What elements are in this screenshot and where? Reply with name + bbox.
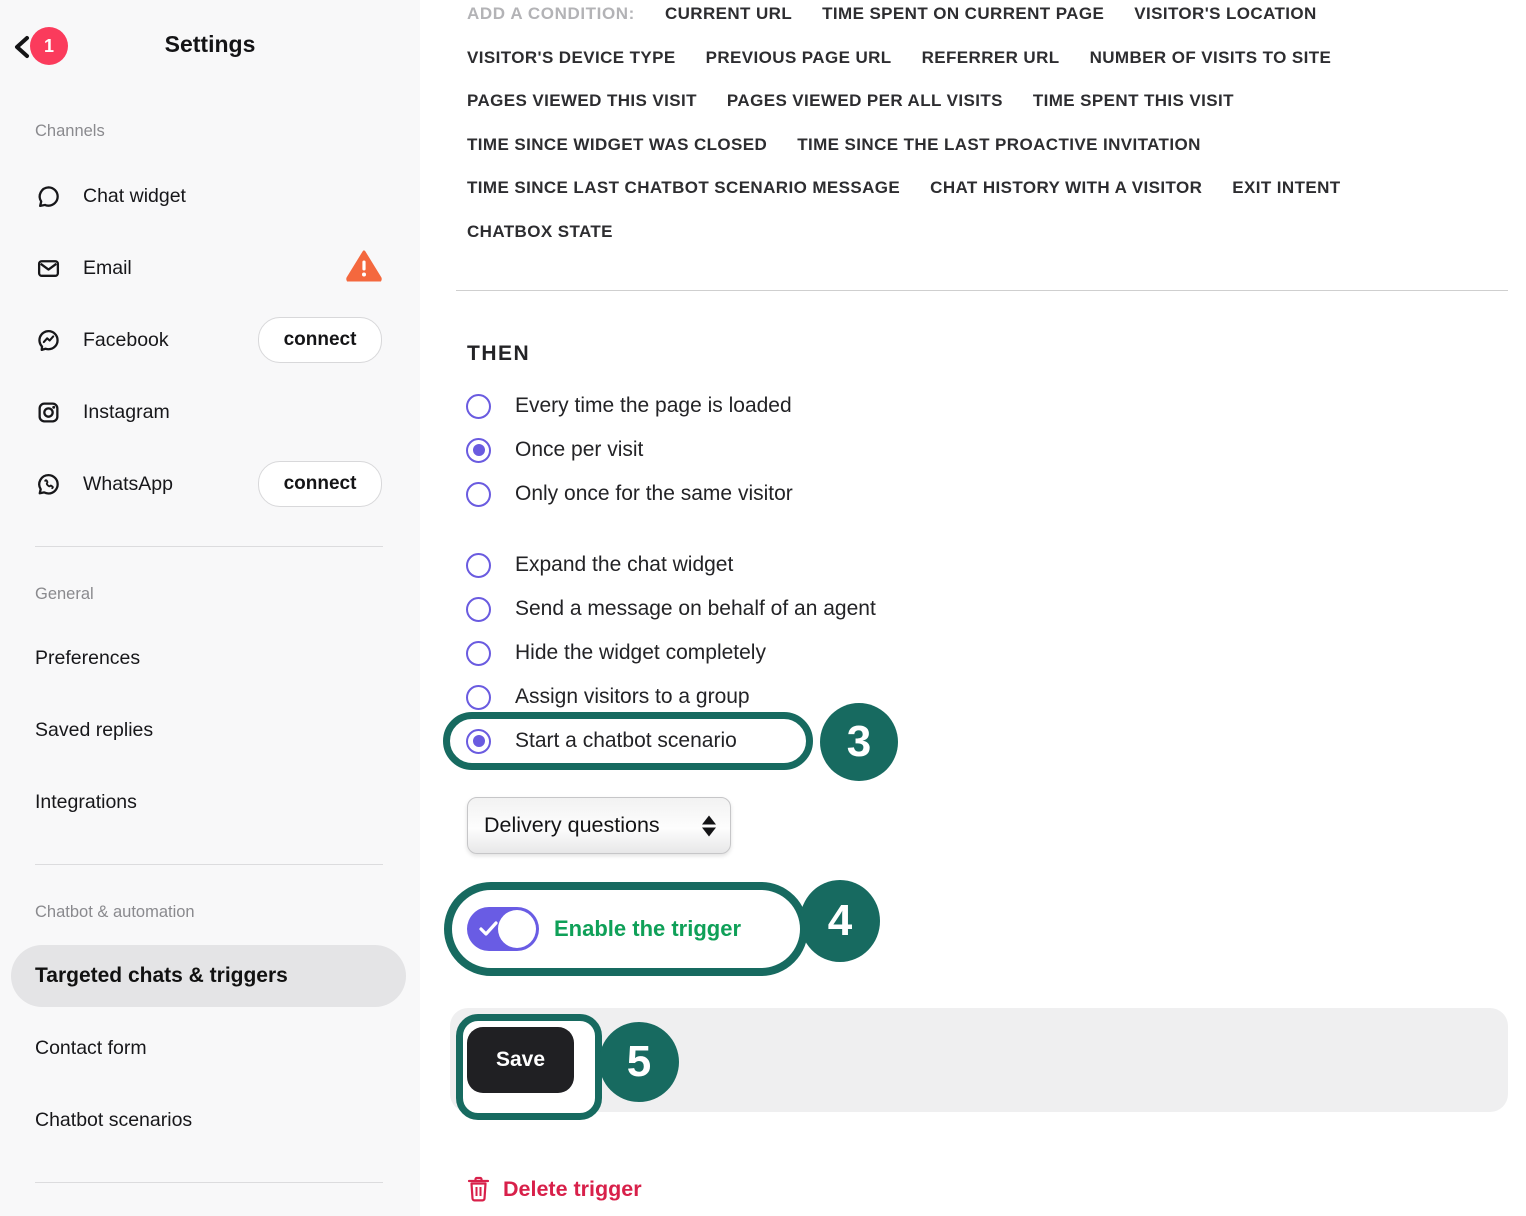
email-warning-icon: [346, 250, 382, 287]
messenger-icon: [35, 327, 61, 353]
sidebar-item-contact-form[interactable]: Contact form: [35, 1036, 147, 1059]
sidebar-item-integrations[interactable]: Integrations: [35, 790, 137, 813]
sidebar-item-email[interactable]: [0, 244, 420, 292]
radio-label: Expand the chat widget: [515, 553, 734, 576]
radio-every-time-page-loaded[interactable]: [455, 384, 793, 428]
enable-trigger-label: Enable the trigger: [554, 916, 742, 941]
sidebar-item-instagram[interactable]: [0, 388, 420, 436]
add-condition-label: ADD A CONDITION:: [467, 4, 635, 23]
condition-chip-current-url[interactable]: CURRENT URL: [664, 4, 793, 23]
save-button[interactable]: Save: [467, 1027, 574, 1093]
radio-expand-chat-widget[interactable]: [455, 543, 876, 587]
chat-bubble-icon: [35, 183, 61, 209]
condition-chip-exit-intent[interactable]: EXIT INTENT: [1232, 178, 1341, 197]
radio-icon-selected[interactable]: [466, 438, 491, 463]
trigger-settings-panel: [420, 0, 1526, 1216]
annotation-step5-number: 5: [599, 1022, 679, 1102]
condition-chip-number-of-visits[interactable]: NUMBER OF VISITS TO SITE: [1089, 47, 1332, 67]
radio-label: Start a chatbot scenario: [515, 729, 737, 752]
sidebar-item-facebook[interactable]: [0, 316, 420, 364]
condition-chip-time-since-proactive-invitation[interactable]: TIME SINCE THE LAST PROACTIVE INVITATION: [797, 134, 1201, 154]
condition-chip-visitors-device-type[interactable]: VISITOR'S DEVICE TYPE: [467, 47, 676, 67]
section-label-general: General: [35, 585, 94, 603]
radio-icon[interactable]: [466, 597, 491, 622]
radio-label: Assign visitors to a group: [515, 685, 750, 708]
toggle-knob[interactable]: [498, 910, 536, 948]
sidebar: [0, 0, 420, 1216]
whatsapp-icon: [35, 471, 61, 497]
page-title: Settings: [164, 31, 256, 57]
condition-chip-time-since-widget-closed[interactable]: TIME SINCE WIDGET WAS CLOSED: [467, 134, 768, 154]
condition-chip-referrer-url[interactable]: REFERRER URL: [921, 47, 1060, 67]
radio-icon[interactable]: [466, 394, 491, 419]
radio-once-per-visit[interactable]: [455, 428, 793, 472]
whatsapp-connect-button[interactable]: connect: [258, 461, 382, 507]
frequency-radio-group: [455, 384, 793, 516]
condition-chip-chat-history[interactable]: CHAT HISTORY WITH A VISITOR: [930, 178, 1203, 197]
radio-send-message-behalf-agent[interactable]: [455, 587, 876, 631]
instagram-icon: [35, 399, 61, 425]
sidebar-item-whatsapp[interactable]: [0, 460, 420, 508]
sidebar-divider: [35, 864, 383, 865]
annotation-circle-step4: [444, 882, 808, 976]
radio-only-once-same-visitor[interactable]: [455, 472, 793, 516]
condition-chip-chatbox-state[interactable]: CHATBOX STATE: [467, 221, 613, 241]
sidebar-divider: [35, 1182, 383, 1183]
radio-icon[interactable]: [466, 553, 491, 578]
scenario-select-value: Delivery questions: [484, 813, 660, 837]
condition-chip-time-spent-this-visit[interactable]: TIME SPENT THIS VISIT: [1032, 91, 1234, 110]
radio-icon[interactable]: [466, 685, 491, 710]
sidebar-item-chatbot-scenarios[interactable]: Chatbot scenarios: [35, 1108, 193, 1131]
action-radio-group: [455, 543, 876, 763]
sidebar-item-label: Targeted chats & triggers: [35, 964, 288, 987]
section-divider: [456, 290, 1508, 291]
then-heading: THEN: [467, 342, 531, 365]
add-condition-bar: [467, 0, 1447, 253]
section-label-channels: Channels: [35, 122, 105, 140]
condition-chip-visitors-location[interactable]: VISITOR'S LOCATION: [1134, 4, 1317, 23]
sidebar-item-label: Email: [83, 256, 132, 279]
radio-icon-selected[interactable]: [466, 729, 491, 754]
sidebar-item-preferences[interactable]: Preferences: [35, 646, 141, 669]
radio-label: Send a message on behalf of an agent: [515, 597, 876, 620]
radio-hide-widget-completely[interactable]: [455, 631, 876, 675]
annotation-step3-number: 3: [820, 703, 898, 781]
sidebar-item-targeted-chats-triggers[interactable]: [11, 945, 406, 1007]
delete-trigger-label: Delete trigger: [503, 1176, 642, 1201]
trash-icon: [467, 1176, 490, 1202]
radio-assign-visitors-group[interactable]: [455, 675, 876, 719]
delete-trigger-button[interactable]: [467, 1176, 642, 1202]
condition-chip-previous-page-url[interactable]: PREVIOUS PAGE URL: [705, 47, 892, 67]
sidebar-item-label: Facebook: [83, 328, 169, 351]
radio-label: Every time the page is loaded: [515, 394, 792, 417]
section-label-chatbot-automation: Chatbot & automation: [35, 903, 195, 921]
radio-label: Once per visit: [515, 438, 644, 461]
sidebar-item-chat-widget[interactable]: [0, 172, 420, 220]
enable-trigger-toggle[interactable]: [467, 907, 539, 951]
radio-label: Only once for the same visitor: [515, 482, 793, 505]
sidebar-item-label: WhatsApp: [83, 472, 173, 495]
radio-icon[interactable]: [466, 641, 491, 666]
sidebar-item-label: Instagram: [83, 400, 170, 423]
annotation-step4-number: 4: [800, 880, 880, 962]
radio-label: Hide the widget completely: [515, 641, 766, 664]
select-arrows-icon: [702, 815, 716, 836]
email-icon: [35, 255, 61, 281]
radio-start-chatbot-scenario[interactable]: [455, 719, 876, 763]
sidebar-item-label: Chat widget: [83, 184, 186, 207]
sidebar-item-saved-replies[interactable]: Saved replies: [35, 718, 154, 741]
condition-chip-time-since-chatbot-message[interactable]: TIME SINCE LAST CHATBOT SCENARIO MESSAGE: [467, 178, 901, 197]
notification-badge[interactable]: 1: [30, 27, 68, 65]
condition-chip-pages-viewed-all-visits[interactable]: PAGES VIEWED PER ALL VISITS: [726, 91, 1003, 110]
radio-icon[interactable]: [466, 482, 491, 507]
facebook-connect-button[interactable]: connect: [258, 317, 382, 363]
sidebar-divider: [35, 546, 383, 547]
scenario-select[interactable]: [467, 797, 731, 854]
condition-chip-time-spent-current-page[interactable]: TIME SPENT ON CURRENT PAGE: [822, 4, 1105, 23]
condition-chip-pages-viewed-this-visit[interactable]: PAGES VIEWED THIS VISIT: [467, 91, 697, 110]
